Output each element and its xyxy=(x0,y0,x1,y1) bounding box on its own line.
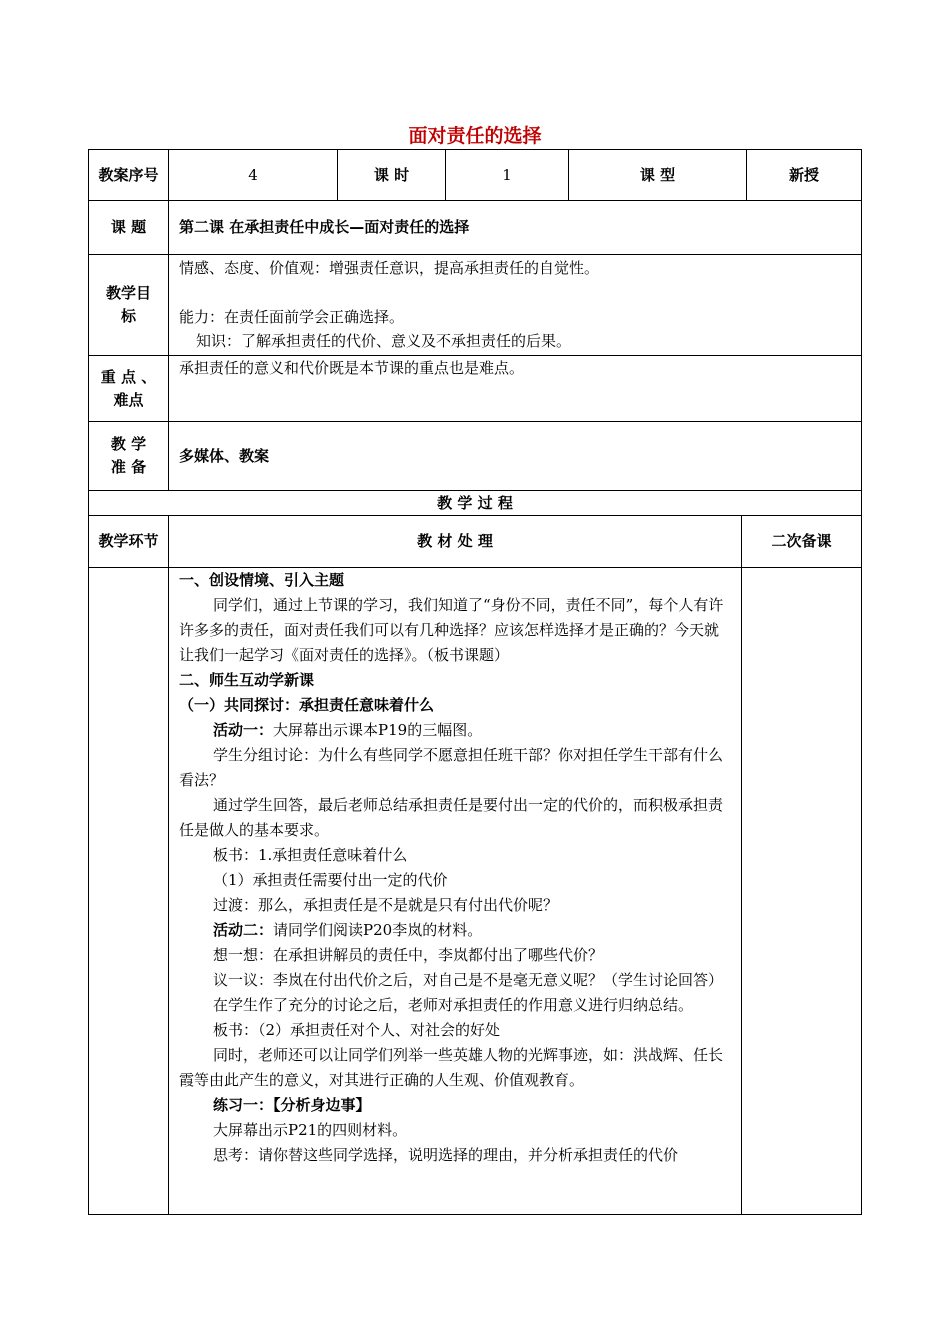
lesson-type-value: 新授 xyxy=(788,165,819,184)
board-note: 板书：（2）承担责任对个人、对社会的好处 xyxy=(213,1021,501,1039)
class-hours-label: 课 时 xyxy=(373,165,410,184)
paragraph: 学生分组讨论：为什么有些同学不愿意担任班干部？你对担任学生干部有什么看法？ xyxy=(179,746,724,789)
section-heading-interaction: 二、师生互动学新课 xyxy=(179,671,315,689)
board-note: （1）承担责任需要付出一定的代价 xyxy=(213,871,448,889)
section-heading-intro: 一、创设情境、引入主题 xyxy=(179,571,345,589)
exercise-one-heading: 练习一：【分析身边事】 xyxy=(213,1096,371,1114)
board-note: 板书：1.承担责任意味着什么 xyxy=(213,846,408,864)
col-material-header: 教 材 处 理 xyxy=(417,532,493,550)
paragraph: 在学生作了充分的讨论之后，老师对承担责任的作用意义进行归纳总结。 xyxy=(213,996,694,1014)
prep-value: 多媒体、教案 xyxy=(179,446,270,465)
paragraph: 议一议：李岚在付出代价之后，对自己是不是毫无意义呢？（学生讨论回答） xyxy=(213,971,724,989)
topic-label: 课 题 xyxy=(110,218,147,236)
process-content xyxy=(169,568,741,1214)
lesson-number-label: 教案序号 xyxy=(98,165,159,184)
lesson-number-value: 4 xyxy=(248,165,258,184)
paragraph: 思考：请你替这些同学选择，说明选择的理由，并分析承担责任的代价 xyxy=(213,1146,679,1164)
col-stage-header: 教学环节 xyxy=(98,532,159,550)
page-title: 面对责任的选择 xyxy=(408,125,542,147)
paragraph: 同学们，通过上节课的学习，我们知道了“身份不同，责任不同”，每个人有许许多多的责任，面对责任我们可以有几种选择？应该怎样选择才是正确的？今天就让我们一起学习《面对责任的选择》。（板书课题） xyxy=(179,596,724,664)
paragraph: 同时，老师还可以让同学们列举一些英雄人物的光辉事迹，如：洪战辉、任长霞等由此产生的意义，对其进行正确的人生观、价值观教育。 xyxy=(179,1046,724,1089)
paragraph: 想一想：在承担讲解员的责任中，李岚都付出了哪些代价？ xyxy=(213,946,604,964)
goals-label: 教学目标 xyxy=(105,284,151,325)
lesson-type-label: 课 型 xyxy=(639,165,676,184)
paragraph: 过渡：那么，承担责任是不是就是只有付出代价呢？ xyxy=(213,896,559,914)
topic-value: 第二课 在承担责任中成长—面对责任的选择 xyxy=(179,218,470,236)
activity-one: 活动一：大屏幕出示课本P19的三幅图。 xyxy=(213,721,483,739)
goals-content xyxy=(169,256,861,355)
prep-label: 教 学 准 备 xyxy=(110,435,147,476)
paragraph: 通过学生回答，最后老师总结承担责任是要付出一定的代价的，而积极承担责任是做人的基本要求。 xyxy=(179,796,724,839)
col-second-header: 二次备课 xyxy=(771,532,832,550)
class-hours-value: 1 xyxy=(502,165,512,184)
activity-two: 活动二：请同学们阅读P20李岚的材料。 xyxy=(213,921,483,939)
process-heading: 教 学 过 程 xyxy=(437,493,513,512)
goal-line-knowledge: 知识：了解承担责任的代价、意义及不承担责任的后果。 xyxy=(196,332,572,350)
goal-line-attitude: 情感、态度、价值观：增强责任意识，提高承担责任的自觉性。 xyxy=(179,259,600,277)
goal-line-ability: 能力：在责任面前学会正确选择。 xyxy=(179,308,405,326)
paragraph: 大屏幕出示P21的四则材料。 xyxy=(213,1121,408,1139)
focus-value: 承担责任的意义和代价既是本节课的重点也是难点。 xyxy=(179,359,525,377)
subsection-heading: （一）共同探讨：承担责任意味着什么 xyxy=(179,696,435,714)
focus-label: 重 点 、难点 xyxy=(100,367,157,409)
